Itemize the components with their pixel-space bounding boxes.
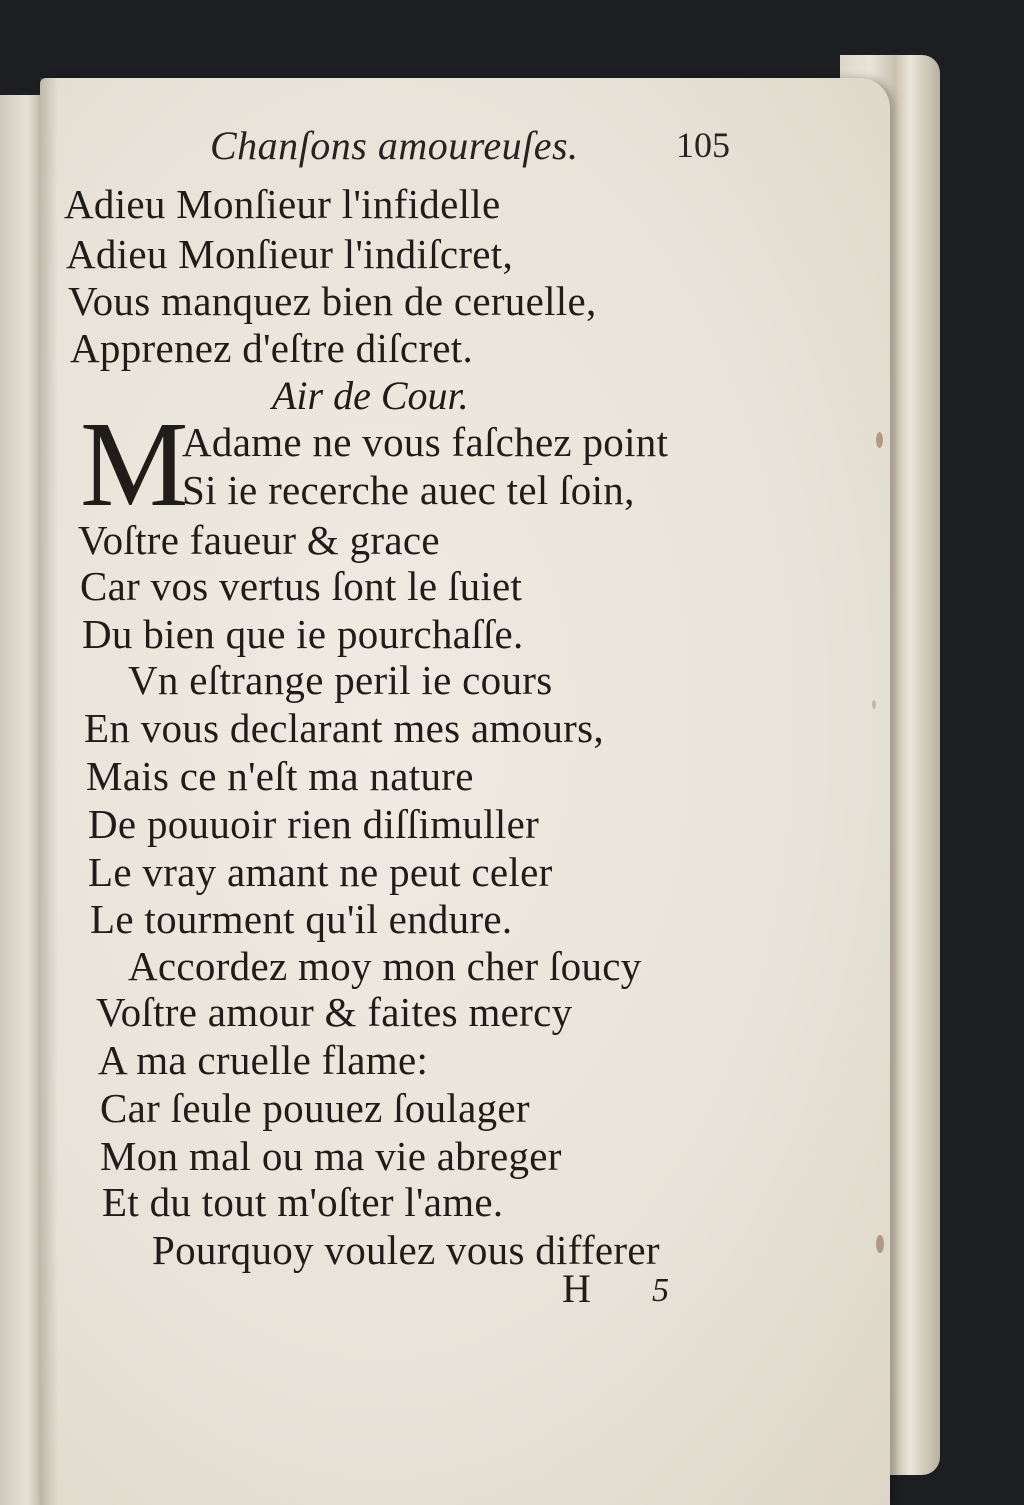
verse-line: A ma cruelle flame: — [98, 1037, 429, 1083]
foxing-spot — [876, 1235, 884, 1253]
verse-line: Le vray amant ne peut celer — [88, 849, 553, 895]
verse-line: Le tourment qu'il endure. — [90, 896, 513, 942]
verse-line: Mon mal ou ma vie abreger — [100, 1133, 562, 1179]
foxing-spot — [876, 432, 883, 448]
verse-line: Apprenez d'eſtre diſcret. — [70, 325, 474, 371]
verse-line: Car vos vertus ſont le ſuiet — [80, 563, 523, 609]
verse-line: Accordez moy mon cher ſoucy — [128, 943, 642, 989]
verse-line: Pourquoy voulez vous differer — [152, 1227, 660, 1273]
verse-line: Vous manquez bien de ceruelle, — [68, 278, 597, 324]
page-gutter-shadow — [40, 78, 58, 1505]
verse-line: Car ſeule pouuez ſoulager — [100, 1085, 530, 1131]
verse-line: Vn eſtrange peril ie cours — [128, 657, 553, 703]
page-header — [210, 122, 730, 182]
verse-line: Adieu Monſieur l'infidelle — [64, 181, 501, 227]
verse-line: Du bien que ie pourchaſſe. — [82, 611, 524, 657]
facing-page-edge — [0, 95, 44, 1505]
verse-line: Mais ce n'eſt ma nature — [86, 753, 474, 799]
verse-line: En vous declarant mes amours, — [84, 705, 604, 751]
verse-line: Voſtre amour & faites mercy — [96, 989, 573, 1035]
drop-cap-initial: M — [80, 397, 189, 532]
running-title: Chanſons amoureuſes. — [210, 123, 579, 168]
foxing-spot — [872, 700, 876, 709]
verse-line: Voſtre faueur & grace — [78, 517, 440, 563]
verse-line: Adame ne vous faſchez point — [182, 419, 669, 465]
signature-number: 5 — [652, 1272, 669, 1309]
verse-line: Si ie recerche auec tel ſoin, — [182, 467, 635, 513]
verse-line: De pouuoir rien diſſimuller — [88, 801, 540, 847]
verse-line: Et du tout m'oſter l'ame. — [102, 1179, 504, 1225]
signature-mark: H — [562, 1266, 591, 1311]
section-title: Air de Cour. — [272, 373, 469, 418]
page-number: 105 — [676, 125, 730, 165]
verse-line: Adieu Monſieur l'indiſcret, — [66, 231, 514, 277]
